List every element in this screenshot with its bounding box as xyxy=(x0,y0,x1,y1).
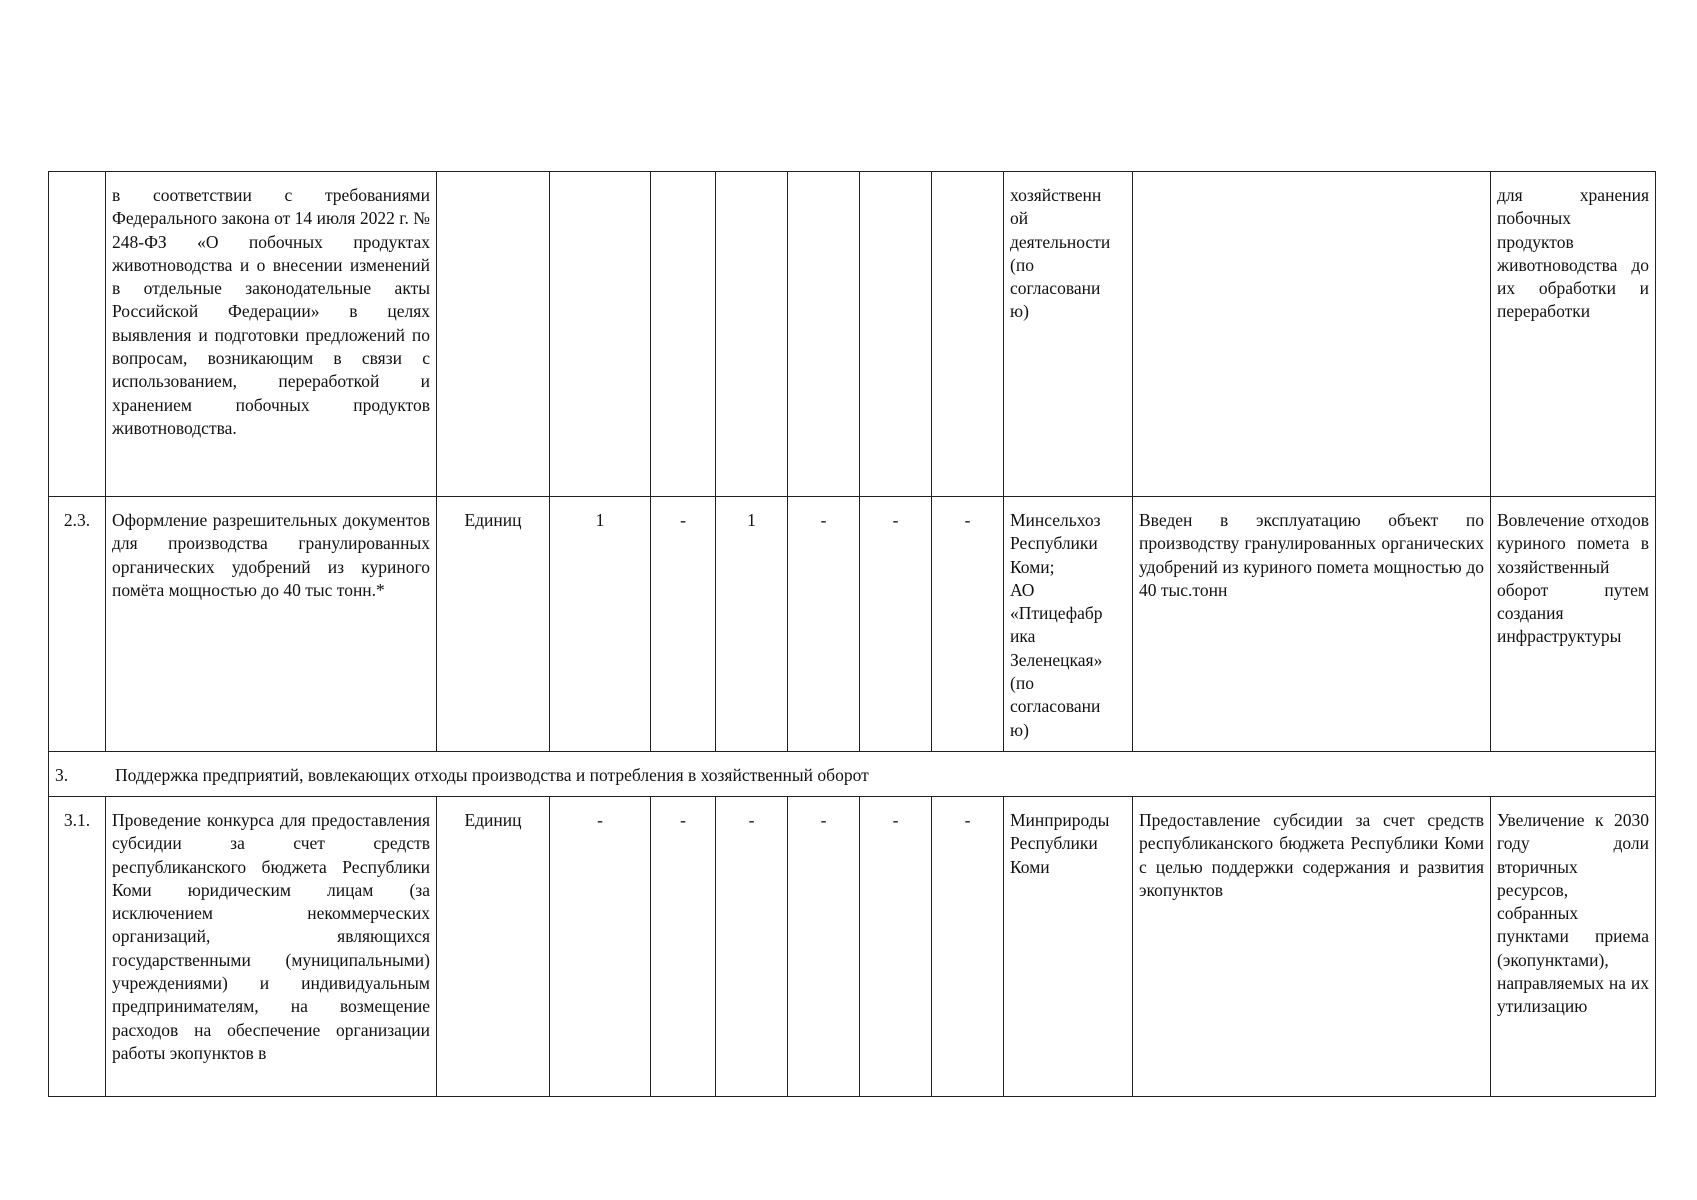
unit-cell xyxy=(437,172,550,497)
value-cell-1: 1 xyxy=(550,497,651,752)
executor-cell: хозяйственн ой деятельности (по согласовани ю) xyxy=(1004,172,1133,497)
section-header xyxy=(49,752,1656,797)
result-cell xyxy=(1133,172,1491,497)
activity-cell: в соответствии с требованиями Федерального закона от 14 июля 2022 г. № 248-ФЗ «О побочных продуктах животноводства и о внесении изменений в отдельные законодательные акты Российской Федерации» в целях выявления и подготовки предложений по вопросам, возникающим в связи с использованием, переработкой и хранением побочных продуктов животноводства. xyxy=(106,172,437,497)
section-title: Поддержка предприятий, вовлекающих отходы производства и потребления в хозяйственный оборот xyxy=(115,765,869,785)
indicator-cell: Увеличение к 2030 году доли вторичных ресурсов, собранных пунктами приема (экопунктами), направляемых на их утилизацию xyxy=(1491,797,1656,1097)
value-cell-6: - xyxy=(932,497,1004,752)
section-number: 3. xyxy=(55,765,69,785)
indicator-cell: для хранения побочных продуктов животноводства до их обработки и переработки xyxy=(1491,172,1656,497)
table-row xyxy=(49,172,1656,497)
row-number: 2.3. xyxy=(49,497,106,752)
unit-cell: Единиц xyxy=(437,497,550,752)
value-cell-4: - xyxy=(788,497,860,752)
value-cell-6 xyxy=(932,172,1004,497)
executor-cell: Минсельхоз Республики Коми; АО «Птицефабр ика Зеленецкая» (по согласовани ю) xyxy=(1004,497,1133,752)
value-cell-6: - xyxy=(932,797,1004,1097)
value-cell-5 xyxy=(860,172,932,497)
result-cell: Введен в эксплуатацию объект по производству гранулированных органических удобрений из куриного помета мощностью до 40 тыс.тонн xyxy=(1133,497,1491,752)
value-cell-2: - xyxy=(651,497,716,752)
value-cell-2 xyxy=(651,172,716,497)
result-cell: Предоставление субсидии за счет средств республиканского бюджета Республики Коми с целью поддержки содержания и развития экопунктов xyxy=(1133,797,1491,1097)
value-cell-1 xyxy=(550,172,651,497)
executor-cell: Минприроды Республики Коми xyxy=(1004,797,1133,1097)
row-number xyxy=(49,172,106,497)
value-cell-3: 1 xyxy=(716,497,788,752)
activity-cell: Оформление разрешительных документов для производства гранулированных органических удобрений из куриного помёта мощностью до 40 тыс тонн.* xyxy=(106,497,437,752)
indicator-cell: Вовлечение отходов куриного помета в хозяйственный оборот путем создания инфраструктуры xyxy=(1491,497,1656,752)
activity-cell: Проведение конкурса для предоставления субсидии за счет средств республиканского бюджета Республики Коми юридическим лицам (за исключением некоммерческих организаций, являющихся государственными (муниципальными) учреждениями) и индивидуальным предпринимателям, на возмещение расходов на обеспечение организации работы экопунктов в xyxy=(106,797,437,1097)
table-row xyxy=(49,497,1656,752)
value-cell-4 xyxy=(788,172,860,497)
row-number: 3.1. xyxy=(49,797,106,1097)
value-cell-3 xyxy=(716,172,788,497)
value-cell-2: - xyxy=(651,797,716,1097)
value-cell-1: - xyxy=(550,797,651,1097)
value-cell-5: - xyxy=(860,797,932,1097)
value-cell-4: - xyxy=(788,797,860,1097)
table-row xyxy=(49,797,1656,1097)
measures-table xyxy=(48,171,1656,1097)
value-cell-5: - xyxy=(860,497,932,752)
unit-cell: Единиц xyxy=(437,797,550,1097)
value-cell-3: - xyxy=(716,797,788,1097)
section-row xyxy=(49,752,1656,797)
